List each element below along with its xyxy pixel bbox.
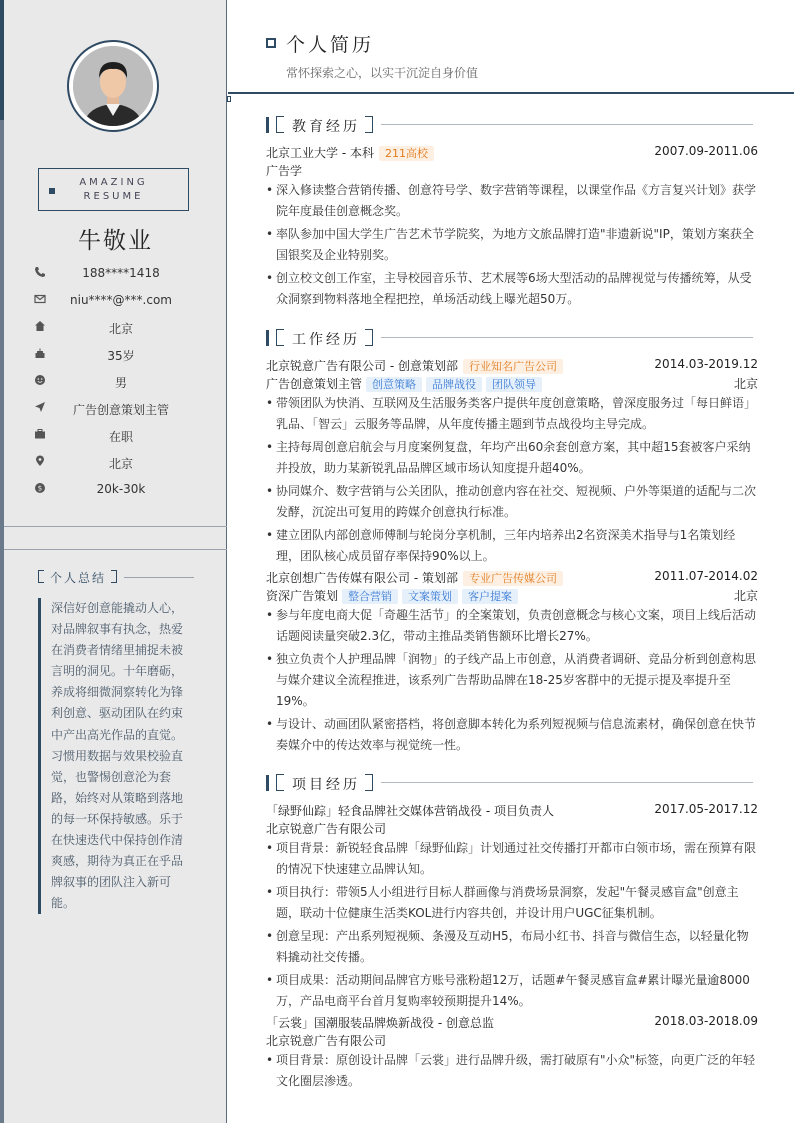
home-text: 北京 [108,322,133,336]
list-item: • 主持每周创意启航会与月度案例复盘，年均产出60余套创意方案，其中超15套被客户采纳并投放，助力某新锐乳品品牌区域市场认知度提升超40%。 [266,437,758,479]
school-badge: 211高校 [379,146,434,161]
job-date: 2011.07-2014.02 [654,569,758,583]
bracket-right [365,116,373,133]
skill-tag: 客户提案 [462,589,518,604]
project-date: 2017.05-2017.12 [654,802,758,816]
projects-section [266,774,758,1094]
company-badge: 行业知名广告公司 [463,359,563,374]
square-icon [49,188,55,194]
job-bullets [266,605,758,756]
info-location [34,453,224,480]
info-salary [34,480,224,507]
list-item: • 参与年度电商大促「奇趣生活节」的全案策划，负责创意概念与核心文案，项目上线后活动话题阅读量突破2.3亿，带动主推品类销售额环比增长27%。 [266,605,758,647]
skill-tag: 文案策划 [402,589,458,604]
skill-tag: 品牌战役 [426,377,482,392]
section-title: 教育经历 [292,119,360,135]
heading-bar [266,117,269,133]
resume-label: RESUME [83,191,144,202]
project-company-row [266,820,758,838]
info-phone [34,264,224,291]
bracket-left [276,774,284,791]
section-heading [266,774,758,792]
heading-bar [266,775,269,791]
company-name: 北京锐意广告有限公司 - 创意策划部 [266,359,458,373]
bracket-right [365,774,373,791]
page-subtitle: 常怀探索之心，以实干沉淀自身价值 [286,66,479,80]
skill-tag: 整合营销 [342,589,398,604]
project-company: 北京锐意广告有限公司 [266,822,387,836]
avatar [73,46,153,126]
list-item: • 创意呈现：产出系列短视频、条漫及互动H5，布局小红书、抖音与微信生态，以轻量化物料撬动社交传播。 [266,926,758,968]
info-gender [34,372,224,399]
info-home [34,318,224,345]
list-item: • 与设计、动画团队紧密搭档，将创意脚本转化为系列短视频与信息流素材，确保创意在快节奏媒介中的传达效率与视觉统一性。 [266,714,758,756]
bracket-right [365,329,373,346]
project-company-row [266,1032,758,1050]
section-title: 工作经历 [292,332,360,348]
project-date: 2018.03-2018.09 [654,1014,758,1028]
heading-rule [381,337,753,338]
list-item: • 项目背景：新锐轻食品牌「绿野仙踪」计划通过社交传播打开都市白领市场，需在预算有限的情况下快速建立品牌认知。 [266,838,758,880]
heading-rule [381,782,753,783]
project-entry-header [266,802,758,820]
bracket-right [111,570,117,583]
list-item: • 独立负责个人护理品牌「润物」的子线产品上市创意，从消费者调研、竞品分析到创意构思与媒介建议全流程推进，该系列广告帮助品牌在18-25岁客群中的无提示提及率提升至19%。 [266,649,758,712]
sidebar [4,0,227,1123]
bracket-left [276,329,284,346]
heading-rule [124,577,194,578]
info-age [34,345,224,372]
project-entry-header [266,1014,758,1032]
work-section [266,329,758,758]
list-item: • 带领团队为快消、互联网及生活服务类客户提供年度创意策略，曾深度服务过「每日鲜语」乳品、「智云」云服务等品牌，从年度传播主题到节点战役均主导完成。 [266,393,758,435]
job-entry-header [266,357,758,375]
list-item: • 协同媒介、数字营销与公关团队，推动创意内容在社交、短视频、户外等渠道的适配与二次发酵，沉淀出可复用的跨媒介创意执行标准。 [266,481,758,523]
project-bullets [266,838,758,1012]
email-text: niu****@***.com [70,293,172,307]
job-date: 2014.03-2019.12 [654,357,758,371]
svg-text:$: $ [37,484,43,493]
divider [4,549,227,550]
section-title: 项目经历 [292,777,360,793]
avatar-frame [67,40,159,132]
gender-text: 男 [114,376,127,390]
position: 广告创意策划主管 [266,377,363,391]
salary-text: 20k-30k [96,482,146,496]
summary-text: 深信好创意能撬动人心，对品牌叙事有执念，热爱在消费者情绪里捕捉未被言明的洞见。十年磨砺，养成将细微洞察转化为锋利创意、驱动团队在约束中产出高光作品的直觉。习惯用数据与效果校验直觉，也警惕创意沦为套路，始终对从策略到落地的每一环保持敏感。乐于在快速迭代中保持创作清爽感，期待为真正在乎品牌叙事的团队注入新可能。 [38,598,188,914]
company-badge: 专业广告传媒公司 [463,571,563,586]
project-name: 「绿野仙踪」轻食品牌社交媒体营销战役 - 项目负责人 [266,804,554,818]
education-bullets [266,180,758,310]
project-company: 北京锐意广告有限公司 [266,1034,387,1048]
bracket-left [276,116,284,133]
list-item: • 建立团队内部创意师傅制与轮岗分享机制，三年内培养出2名资深美术指导与1名策划经理，团队核心成员留存率保持90%以上。 [266,525,758,567]
bracket-left [38,570,44,583]
status-text: 在职 [108,430,133,444]
phone-text: 188****1418 [82,266,160,280]
section-heading [266,329,758,347]
list-item: • 率队参加中国大学生广告艺术节学院奖，为地方文旅品牌打造"非遗新说"IP，策划方案获全国银奖及企业特别奖。 [266,224,758,266]
summary-heading [38,569,188,585]
list-item: • 项目背景：原创设计品牌「云裳」进行品牌升级，需打破原有"小众"标签，向更广泛的年轻文化圈层渗透。 [266,1050,758,1092]
header-rule [228,92,794,94]
education-date: 2007.09-2011.06 [654,144,758,158]
major: 广告学 [266,164,303,178]
heading-bar [266,330,269,346]
project-bullets [266,1050,758,1092]
skill-tag: 创意策略 [366,377,422,392]
divider [4,526,227,527]
list-item: • 项目成果：活动期间品牌官方账号涨粉超12万，话题#午餐灵感盲盒#累计曝光量逾8000万，产品电商平台首月复购率较预期提升14%。 [266,970,758,1012]
page-title: 个人简历 [286,34,375,56]
amazing-label: AMAZING [79,177,148,188]
job-bullets [266,393,758,567]
section-heading [266,116,758,134]
main-content [228,0,794,1123]
education-section [266,116,758,312]
info-status [34,426,224,453]
info-email [34,291,224,318]
target-role-text: 广告创意策划主管 [72,403,169,417]
list-item: • 深入修读整合营销传播、创意符号学、数字营销等课程，以课堂作品《方言复兴计划》获学院年度最佳创意概念奖。 [266,180,758,222]
job-position-row [266,375,758,393]
education-major-row [266,162,758,180]
list-item: • 创立校文创工作室，主导校园音乐节、艺术展等6场大型活动的品牌视觉与传播统筹，从受众洞察到物料落地全程把控，单场活动线上曝光超50万。 [266,268,758,310]
header-rule-marker [227,96,231,102]
square-icon [266,38,276,48]
project-name: 「云裳」国潮服装品牌焕新战役 - 创意总监 [266,1016,494,1030]
education-entry-header [266,144,758,162]
avatar-portrait [73,46,153,126]
skill-tag: 团队领导 [486,377,542,392]
job-position-row [266,587,758,605]
candidate-name: 牛敬业 [78,228,153,254]
heading-rule [381,124,753,125]
school-name: 北京工业大学 - 本科 [266,146,374,160]
location-text: 北京 [108,457,133,471]
age-text: 35岁 [107,349,135,363]
summary-title: 个人总结 [50,571,107,585]
list-item: • 项目执行：带领5人小组进行目标人群画像与消费场景洞察，发起"午餐灵感盲盒"创意主题，联动十位健康生活类KOL进行内容共创，并设计用户UGC征集机制。 [266,882,758,924]
job-city: 北京 [733,589,758,603]
amazing-resume-badge [38,168,189,211]
position: 资深广告策划 [266,589,339,603]
company-name: 北京创想广告传媒有限公司 - 策划部 [266,571,458,585]
contact-info-list [34,264,224,507]
job-city: 北京 [733,377,758,391]
info-target-role [34,399,224,426]
job-entry-header [266,569,758,587]
